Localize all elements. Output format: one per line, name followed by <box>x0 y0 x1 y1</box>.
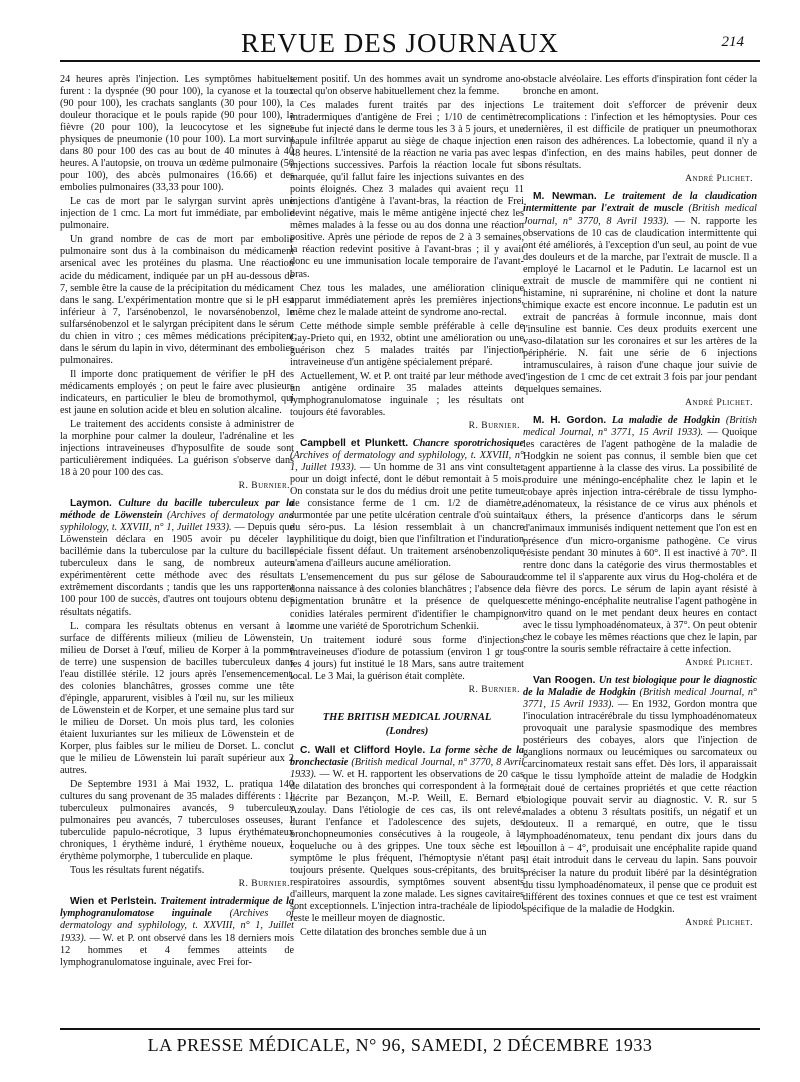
paragraph: Chez tous les malades, une amélioration clinique apparut immédiatement après les premières injections, même chez le malade atteint de syndrome ano-rectal. <box>290 282 524 318</box>
signature: R. Burnier. <box>468 684 520 695</box>
paragraph: — Quoique les caractères de l'agent pathogène de la maladie de Hodgkin ne soient pas connus, il semble bien que cet agent appartienne à la classe des virus. La possibilité de produire une méningo-encéphalite chez le lapin et le cobaye après injection intra-cérébrale de tissu lympho-adénomateux, la résistance de ce virus aux phénols et aux éthers, la présence d'anticorps dans le sérum d'animaux immunisés indiquent nettement que l'on est en présence d'un micro-organisme pathogène. Ce virus résiste pendant 30 minutes à 60°. Il est inactivé à 70°. Il rentre donc dans la catégorie des virus thermostables et comme tel il s'apparente aux virus du Hog-choléra et de la fièvre des porcs. Le sérum de lapin ayant résisté à cette méningo-encéphalite neutralise l'agent pathogène in vitro quand on le met pendant deux heures en contact avec le tissu lymphoadénomateux, à 37°. On peut obtenir chez le cobaye les mêmes réactions que chez le lapin, par contre la souris semble réfractaire à cette infection. <box>523 427 758 655</box>
paragraph: L. compara les résultats obtenus en versant à la surface de différents milieux (milieu de Löwenstein, milieu de Dorset à l'œuf, milieu de Korper à la pomme de terre) une suspension de bacilles tuberculeux dans l'eau distillée stérile. 12 jours après l'ensemencement, des colonies blanchâtres, grosses comme une tête d'épingle, apparurent, visibles à l'œil nu, sur les milieux de Löwenstein et de Korper, et une semaine plus tard sur le milieu de Dorset. Un mois plus tard, les colonies étaient luxuriantes sur les milieux de Löwenstein et de Korper, plus faibles sur le milieu de Dorset. L. conclut que le milieu de Löwenstein lui paraît supérieur aux 2 autres. <box>60 620 294 776</box>
paragraph: Cette méthode simple semble préférable à celle de Gay-Prieto qui, en 1932, obtint une amélioration ou une guérison chez 5 malades traités par l'injection intraveineuse d'un antigène spécialement préparé. <box>290 320 524 368</box>
footer-rule <box>60 1028 760 1030</box>
journal-section-title: REVUE DES JOURNAUX <box>240 28 559 58</box>
column-1 <box>60 74 294 971</box>
article-title: Le traitement de la claudication intermittente par l'extrait de muscle <box>523 191 758 215</box>
article-author: C. Wall et Clifford Hoyle. <box>300 744 426 756</box>
paragraph: Ces malades furent traités par des injections intradermiques d'antigène de Frei ; 1/10 de centimètre cube fut injecté dans le derme tous les 3 à 5 jours, et une papule infiltrée apparut au siège de chaque injection en 48 heures. L'intensité de la réaction ne varia pas avec les injections successives. Parfois la réaction locale fut si marquée, qu'il fallut faire les injections suivantes en des points éloignés. Chez 3 malades qui avaient reçu 11 injections d'antigène à l'avant-bras, la réaction de Frei devint négative, mais le même antigène injecté chez les mêmes malades à la fesse ou au dos donna une réaction positive. Après une période de repos de 2 à 3 semaines, la réaction redevint positive à l'avant-bras ; il y avait donc eu une immunisation locale temporaire de l'avant-bras. <box>290 100 524 280</box>
article-author: Campbell et Plunkett. <box>300 438 409 450</box>
signature: André Plichet. <box>685 657 753 668</box>
article-heading <box>523 415 757 656</box>
article-author: M. H. Gordon. <box>533 415 607 427</box>
paragraph: 24 heures après l'injection. Les symptômes habituels furent : la dyspnée (90 pour 100), la cyanose et la toux (90 pour 100), les crachats sanglants (30 pour 100), la douleur thoracique et le pouls rapide (90 pour 100), la fièvre (20 pour 100), la leucocytose et les signes physiques de pneumonie (10 pour 100). La mort survint dans 80 pour 100 des cas au bout de 40 minutes à 40 heures. A l'autopsie, on trouva un œdème pulmonaire (50 pour 100), des abcès pulmonaires (16.66) et des embolies pulmonaires (33,33 pour 100). <box>60 74 294 194</box>
paragraph: — Un homme de 31 ans vint consulter pour un doigt infecté, dont le début remontait à 5 mois. On constata sur le dos du médius droit une petite tumeur de consistance ferme de 1 cm. 1/2 de diamètre, surmontée par une petite ulcération centrale d'où suintait du séro-pus. La lésion ressemblait à un chancre syphilitique du doigt, bien que l'infiltration et l'induration spéciale fissent défaut. Un traitement arsénobenzolique n'amena d'ailleurs aucune amélioration. <box>290 462 524 570</box>
signature: R. Burnier. <box>238 879 290 890</box>
article-reference: (Archives of dermatology and syphilology, t. XXVIII, n° 1, Juillet 1933). <box>290 450 524 474</box>
header-rule <box>60 60 760 62</box>
paragraph: L'ensemencement du pus sur gélose de Sabouraud donna naissance à des colonies blanchâtres ; l'absence de pigmentation brunâtre et la présence de quelques conidies latérales permirent d'identifier le champignon comme une variété de Sporotrichum Schenkii. <box>290 572 524 632</box>
paragraph: tement positif. Un des hommes avait un syndrome ano-rectal qu'on observe habituellement chez la femme. <box>290 74 524 98</box>
journal-city: (Londres) <box>385 726 429 738</box>
article-title: Traitement intradermique de la lymphogranulomatose inguinale <box>60 896 295 920</box>
article-heading <box>523 191 757 396</box>
paragraph: Le cas de mort par le salyrgan survint après une injection de 1 cmc. La mort fut immédiate, par embolie pulmonaire. <box>60 196 294 232</box>
paragraph: Un traitement ioduré sous forme d'injections intraveineuses d'iodure de potassium (environ 1 gr tous les 4 jours) fut institué le 18 Mars, sans autre traitement local. Le 3 Mai, la guérison était complète. <box>290 634 524 682</box>
paragraph: — W. et H. rapportent les observations de 20 cas de dilatation des bronches qui correspondent à la forme décrite par Bezançon, M.-P. Weill, E. Bernard et Azoulay. Dans l'étiologie de ces cas, ils ont relevé, durant l'enfance et l'adolescence des sujets, des bronchopneumonies consécutives à la rougeole, à la coqueluche ou à des grippes. Une toux sèche est le symptôme le plus fréquent, l'hémoptysie n'étant pas toujours présente. Quelques sous-crépitants, des bruits respiratoires assourdis, symptômes souvent absents d'ailleurs, marquent la zone malade. Les signes cavitaires sont exceptionnels. L'injection intra-trachéale de lipiodol reste le meilleur moyen de diagnostic. <box>290 768 524 925</box>
signature: R. Burnier. <box>238 481 290 492</box>
article-reference: (British medical Journal, n° 3771, 15 Avril 1933). <box>523 687 757 711</box>
article-heading <box>60 498 294 618</box>
article-reference: (Archives of dermatology and syphilology, t. XXVIII, n° 1, Juillet 1933). <box>60 908 294 944</box>
article-heading <box>290 745 524 925</box>
paragraph: Le traitement des accidents consiste à administrer de la morphine pour calmer la douleur, l'adrénaline et les injections intraveineuses d'hyposulfite de soude sont particulièrement indiquées. La guérison s'observe dans 18 à 20 pour 100 des cas. <box>60 418 294 478</box>
article-author: Laymon. <box>70 498 112 510</box>
paragraph: — W. et P. ont observé dans les 18 derniers mois 12 hommes et 4 femmes atteints de lymphogranulomatose inguinale, avec Frei for- <box>60 932 294 968</box>
paragraph: Cette dilatation des bronches semble due à un <box>300 927 487 939</box>
signature: André Plichet. <box>685 917 753 928</box>
article-title: La maladie de Hodgkin <box>611 415 721 427</box>
page-number: 214 <box>721 34 744 50</box>
paragraph: Il importe donc pratiquement de vérifier le pH des médicaments employés ; on peut le faire avec plusieurs indicateurs, en particulier le bleu de bromothymol, qui est jaune en solution acide et bleu en solution alcaline. <box>60 368 294 416</box>
paragraph: — Depuis que Löwenstein déclara en 1905 avoir pu déceler la bacillémie dans la tuberculose par la culture du bacille tuberculeux dans le sang, de nombreux auteurs expérimentèrent cette méthode avec des résultats extrêmement discordants ; tandis que les uns rapportent 100 pour 100 de succès, d'autres ont toujours obtenu des résultats négatifs. <box>60 522 295 618</box>
article-title: Culture du bacille tuberculeux par la méthode de Löwenstein <box>60 498 294 522</box>
paragraph: De Septembre 1931 à Mai 1932, L. pratiqua 140 cultures du sang provenant de 35 malades différents : 11 tuberculeux pulmonaires avancés, 9 tuberculeux pulmonaires peu avancés, 7 tuberculoses osseuses, 1 tuberculide papulo-nécrotique, 3 lupus érythémateux chroniques, 1 érythème induré, 1 érythème noueux, 1 érythème polymorphe, 1 tuberculide en plaque. <box>60 778 294 863</box>
journal-heading: THE BRITISH MEDICAL JOURNAL <box>322 711 492 723</box>
article-heading <box>290 438 524 570</box>
page-header <box>20 28 780 58</box>
paragraph: obstacle alvéolaire. Les efforts d'inspiration font céder la bronche en amont. <box>523 74 757 98</box>
article-reference: (Archives of dermatology and syphilology, t. XXVIII, n° 1, Juillet 1933). <box>60 510 294 534</box>
paragraph: Actuellement, W. et P. ont traité par leur méthode avec un antigène ordinaire 35 malades atteints de lymphogranulomatose inguinale ; les résultats ont toujours été favorables. <box>290 370 524 418</box>
signature: R. Burnier. <box>468 420 520 431</box>
page-footer: LA PRESSE MÉDICALE, N° 96, SAMEDI, 2 DÉCEMBRE 1933 <box>147 1035 653 1055</box>
article-title: Un test biologique pour le diagnostic de la Maladie de Hodgkin <box>523 675 757 699</box>
article-title: La forme sèche de la bronchectasie <box>290 744 524 768</box>
column-2 <box>290 74 524 941</box>
article-reference: (British medical Journal, n° 3770, 8 Avril 1933). <box>523 203 757 227</box>
signature: André Plichet. <box>685 397 753 408</box>
article-heading <box>60 896 294 968</box>
article-reference: (British medical Journal, n° 3770, 8 Avril 1933). <box>290 756 524 780</box>
article-author: M. Newman. <box>533 191 597 203</box>
paragraph: Le traitement doit s'efforcer de prévenir deux complications : l'infection et les hémoptysies. Pour ces dernières, il est difficile de pratiquer un pneumothorax en raison des adhérences. La lobectomie, quand il n'y a pas d'infection, en des mains habiles, peut donner de bons résultats. <box>523 100 757 172</box>
paragraph: — N. rapporte les observations de 10 cas de claudication intermittente qui ont été améliorés, à l'exception d'un seul, au point de vue des douleurs et de la marche, par l'extrait de muscle. Il a employé le Lacarnol et le Padutin. Le lacarnol est un extrait de muscle de mammifère qui ne contient ni histamine, ni suprarénine, ni choline et dont la nature chimique exacte est encore inconnue. Le padutin est un extrait de pancréas à formule inconnue, mais dont l'insuline est bannie. Ces deux produits exercent une vaso-dilatation sur les coronaires et sur les artères de la périphérie. N. fait une série de 6 injections intramusculaires, à raison d'une chaque jour suivie de l'ingestion de 1 cmc de cet extrait 3 fois par jour pendant quelques semaines. <box>523 215 758 395</box>
paragraph: Tous les résultats furent négatifs. <box>70 865 205 877</box>
article-author: Wien et Perlstein. <box>70 896 157 908</box>
signature: André Plichet. <box>685 174 753 185</box>
paragraph: Un grand nombre de cas de mort par embolie pulmonaire sont dus à la combinaison du médicament arsenical avec les protéines du plasma. Une réaction acide du médicament, indiquée par un pH au-dessous de 7, semble être la cause de la précipitation du médicament dans le sang. L'expérimentation montre que si le pH est inférieur à 7, l'arsénobenzol, le novarsénobenzol, le sulfarsénobenzol et le salyrgan précipitent dans le sérum du chien in vitro ; ces mêmes médications précipitent dans le sérum du lapin in vivo, déterminant des embolies pulmonaires. <box>60 234 294 366</box>
article-author: Van Roogen. <box>533 675 596 687</box>
article-reference: (British medical Journal, n° 3771, 15 Avril 1933). <box>523 415 758 439</box>
article-heading <box>523 675 757 916</box>
paragraph: — En 1932, Gordon montra que l'inoculation intracérébrale du tissu lymphoadénomateux provoquait une paralysie spasmodique des membres postérieurs des cobayes, alors que l'injection de ganglions normaux ou leucémiques ou sarcomateux ou carcinomateux restait sans effet. Dès lors, il apparaissait que le tissu lymphoïde atteint de maladie de Hodgkin était doué de certaines propriétés et que cette réaction biologique pouvait servir au diagnostic. V. R. sur 5 malades a obtenu 3 résultats positifs, un négatif et un douteux. Il a remarqué, en outre, que le tissu lymphoadénomateux, tenu pendant dix jours dans du bouillon à − 4°, produisait une encéphalite rapide quand il était introduit dans le cerveau du lapin. Sans pouvoir préciser la nature du produit libéré par la désintégration du tissu lymphoadénomateux, il pense que ce produit est différent des toxines connues et que ce test est vraiment spécifique de la maladie de Hodgkin. <box>523 699 758 915</box>
article-title: Chancre sporotrichosique <box>412 438 525 450</box>
column-3 <box>523 74 757 935</box>
